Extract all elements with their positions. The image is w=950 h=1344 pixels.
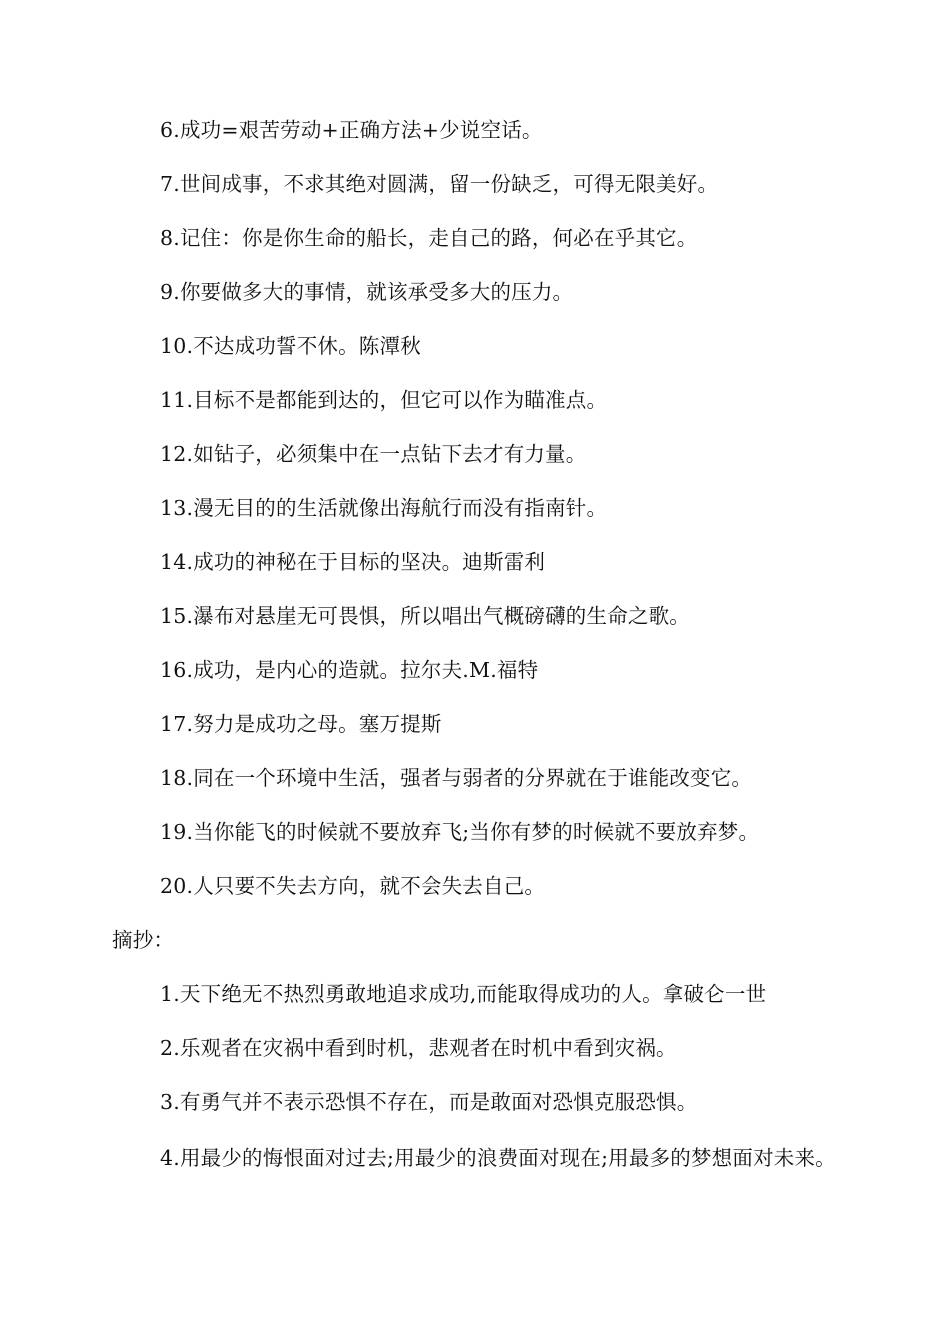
quote-line: 16.成功，是内心的造就。拉尔夫.M.福特 bbox=[160, 658, 539, 682]
quote-line: 2.乐观者在灾祸中看到时机，悲观者在时机中看到灾祸。 bbox=[160, 1036, 677, 1060]
quote-line: 6.成功=艰苦劳动+正确方法+少说空话。 bbox=[160, 118, 543, 142]
quote-paragraph: 4.用最少的悔恨面对过去;用最少的浪费面对现在;用最多的梦想面对未来。 bbox=[160, 1146, 836, 1170]
quote-line: 17.努力是成功之母。塞万提斯 bbox=[160, 712, 442, 736]
quote-line: 9.你要做多大的事情，就该承受多大的压力。 bbox=[160, 280, 574, 304]
quote-line: 8.记住：你是你生命的船长，走自己的路，何必在乎其它。 bbox=[160, 226, 698, 250]
quote-line: 10.不达成功誓不休。陈潭秋 bbox=[160, 334, 421, 358]
quote-line: 7.世间成事，不求其绝对圆满，留一份缺乏，可得无限美好。 bbox=[160, 172, 719, 196]
quote-line: 12.如钻子，必须集中在一点钻下去才有力量。 bbox=[160, 442, 587, 466]
quote-line: 13.漫无目的的生活就像出海航行而没有指南针。 bbox=[160, 496, 608, 520]
quote-line: 11.目标不是都能到达的，但它可以作为瞄准点。 bbox=[160, 388, 608, 412]
quote-line: 1.天下绝无不热烈勇敢地追求成功,而能取得成功的人。拿破仑一世 bbox=[160, 982, 767, 1006]
quote-line: 18.同在一个环境中生活，强者与弱者的分界就在于谁能改变它。 bbox=[160, 766, 753, 790]
quote-line: 15.瀑布对悬崖无可畏惧，所以唱出气概磅礴的生命之歌。 bbox=[160, 604, 691, 628]
quote-line: 19.当你能飞的时候就不要放弃飞;当你有梦的时候就不要放弃梦。 bbox=[160, 820, 760, 844]
quote-line: 14.成功的神秘在于目标的坚决。迪斯雷利 bbox=[160, 550, 546, 574]
quote-line: 20.人只要不失去方向，就不会失去自己。 bbox=[160, 874, 546, 898]
quote-line: 3.有勇气并不表示恐惧不存在，而是敢面对恐惧克服恐惧。 bbox=[160, 1090, 698, 1114]
section-heading: 摘抄： bbox=[112, 928, 175, 952]
